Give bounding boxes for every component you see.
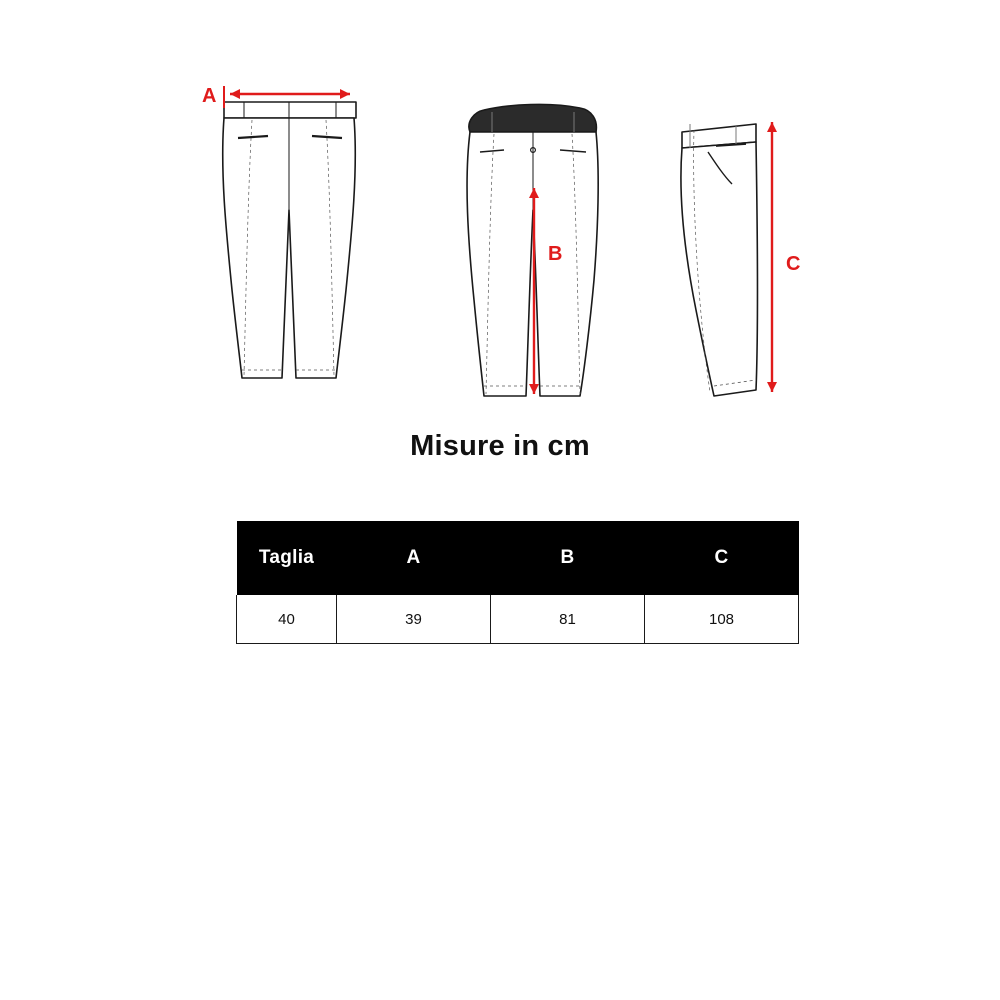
cell-a: 39 xyxy=(337,595,491,644)
cell-b: 81 xyxy=(491,595,645,644)
measure-line-c xyxy=(767,122,777,392)
trousers-side-view xyxy=(660,60,860,425)
trousers-side-svg xyxy=(660,60,860,420)
table-header-b: B xyxy=(491,521,645,595)
measurements-table xyxy=(236,521,799,644)
trousers-back-view xyxy=(440,60,640,425)
measure-label-c: C xyxy=(786,253,801,275)
cell-size: 40 xyxy=(237,595,337,644)
table-header-a: A xyxy=(337,521,491,595)
chart-caption: Misure in cm xyxy=(410,430,590,462)
measure-label-b: B xyxy=(548,243,563,265)
table-header-c: C xyxy=(645,521,799,595)
measure-label-a: A xyxy=(202,85,217,107)
table-header-size: Taglia xyxy=(237,521,337,595)
trousers-front-svg xyxy=(190,60,390,420)
measurements-table-wrapper xyxy=(236,521,798,644)
trousers-front-view xyxy=(190,60,390,425)
cell-c: 108 xyxy=(645,595,799,644)
table-row xyxy=(237,595,799,644)
table-header-row xyxy=(237,521,799,595)
trousers-back-svg xyxy=(440,60,640,420)
figure-group xyxy=(0,60,1000,420)
